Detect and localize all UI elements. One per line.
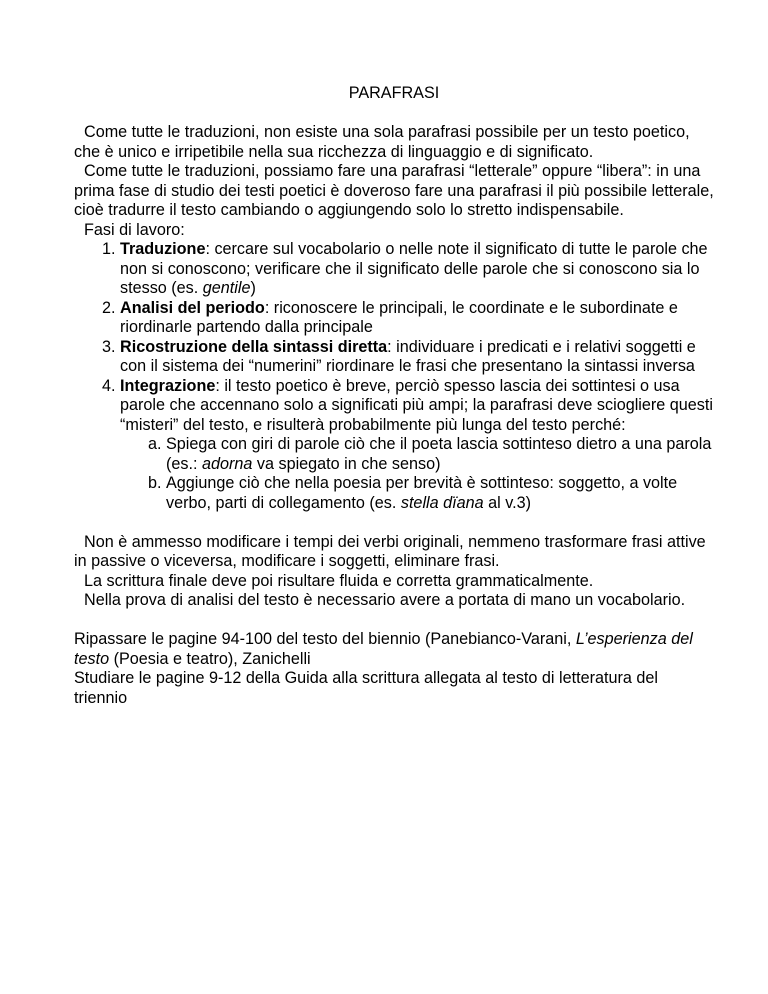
step-title: Analisi del periodo	[120, 298, 265, 317]
sub-tail: va spiegato in che senso)	[252, 454, 441, 473]
example-word: gentile	[202, 279, 251, 297]
step-text: : il testo poetico è breve, perciò spesso lascia dei sottintesi o usa parole che accennano solo a significati più ampi; la parafrasi deve sciogliere questi “misteri” del testo, e risulterà probabilmente più lunga del testo perché:	[120, 376, 713, 434]
rules-paragraph-2: La scrittura finale deve poi risultare fluida e corretta grammaticalmente.	[84, 571, 594, 590]
sublist-item-b	[166, 474, 714, 513]
page-title: PARAFRASI	[348, 84, 440, 102]
list-item-traduzione	[120, 240, 714, 299]
example-word: adorna	[201, 454, 253, 473]
list-item-analisi	[120, 299, 714, 338]
blank-line	[74, 611, 714, 631]
sublist-item-a	[166, 435, 714, 474]
reference-line-2: Studiare le pagine 9-12 della Guida alla scrittura allegata al testo di letteratura del triennio	[74, 669, 659, 707]
list-item-integrazione	[120, 377, 714, 514]
step-text: : cercare sul vocabolario o nelle note il significato di tutte le parole che non si conoscono; verificare che il significato delle parole che si conoscono sia lo stesso (es.	[120, 240, 708, 297]
step-title: Traduzione	[120, 240, 206, 258]
work-phases-label: Fasi di lavoro:	[84, 220, 185, 239]
step-text: : riconoscere le principali, le coordinate e le subordinate e riordinarle partendo dalla principale	[120, 298, 678, 336]
rules-paragraph-3: Nella prova di analisi del testo è necessario avere a portata di mano un vocabolario.	[84, 591, 686, 609]
rules-paragraph-1: Non è ammesso modificare i tempi dei verbi originali, nemmeno trasformare frasi attive in passive o viceversa, modificare i soggetti, eliminare frasi.	[74, 532, 706, 570]
step-text: : individuare i predicati e i relativi soggetti e con il sistema dei “numerini” riordinare le frasi che presentano la sintassi inversa	[120, 337, 696, 375]
step-tail: )	[250, 279, 256, 297]
example-word: stella dïana	[400, 493, 484, 512]
step-title: Integrazione	[120, 376, 216, 395]
step-title: Ricostruzione della sintassi diretta	[120, 337, 388, 356]
reference-text: (Poesia e teatro), Zanichelli	[109, 649, 311, 668]
book-title: L’esperienza del testo	[74, 630, 693, 668]
document-body	[74, 84, 714, 708]
intro-paragraph-2: Come tutte le traduzioni, possiamo fare una parafrasi “letterale” oppure “libera”: in una prima fase di studio dei testi poetici è doveroso fare una parafrasi il più possibile letterale, cioè tradurre il testo cambiando o aggiungendo solo lo stretto indispensabile.	[74, 162, 714, 219]
intro-paragraph-1: Come tutte le traduzioni, non esiste una sola parafrasi possibile per un testo poetico, che è unico e irripetibile nella sua ricchezza di linguaggio e di significato.	[74, 123, 690, 161]
sub-text: Aggiunge ciò che nella poesia per brevità è sottinteso: soggetto, a volte verbo, parti di collegamento (es.	[166, 474, 678, 512]
sub-tail: al v.3)	[483, 493, 532, 512]
reference-text: Ripassare le pagine 94-100 del testo del biennio (Panebianco-Varani,	[74, 630, 576, 648]
work-phases-list	[74, 240, 714, 513]
list-item-ricostruzione	[120, 338, 714, 377]
integration-sublist	[120, 435, 714, 513]
sub-text: Spiega con giri di parole ciò che il poeta lascia sottinteso dietro a una parola (es.:	[166, 435, 712, 473]
reference-line-1	[74, 630, 714, 669]
blank-line	[74, 513, 714, 533]
